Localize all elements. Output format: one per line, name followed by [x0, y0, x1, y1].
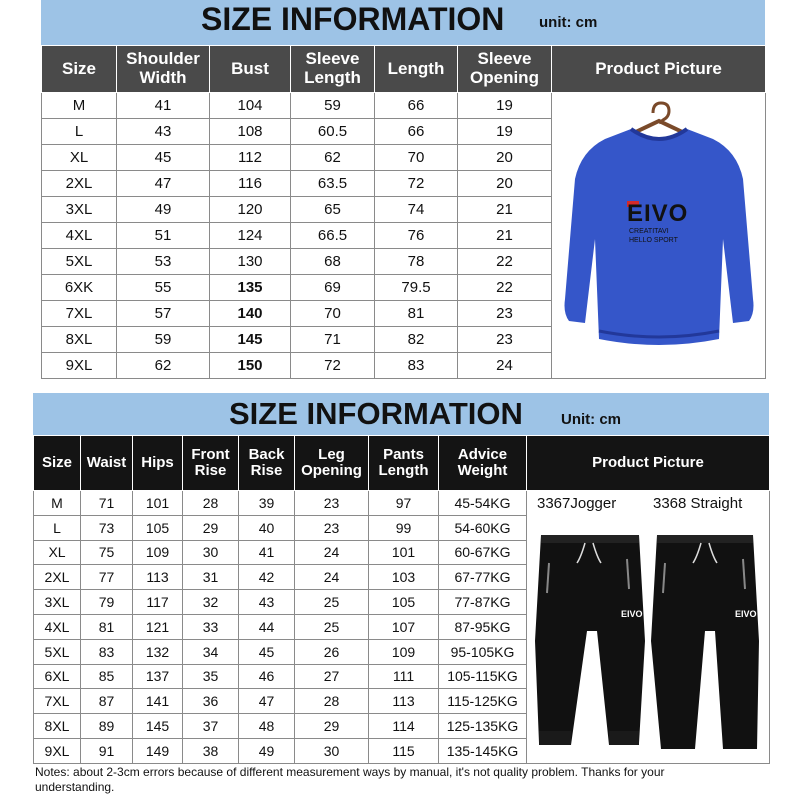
table-cell: 24	[458, 353, 552, 379]
table-cell: 116	[210, 171, 291, 197]
table-cell: 82	[375, 327, 458, 353]
bottom-title: SIZE INFORMATION	[229, 396, 523, 431]
table-cell: 29	[295, 714, 369, 739]
table-cell: 66.5	[291, 223, 375, 249]
table-cell: 91	[81, 738, 133, 763]
notes-text: Notes: about 2-3cm errors because of different measurement ways by manual, it's not quality problem. Thanks for your understanding.	[35, 765, 665, 794]
table-cell: 105-115KG	[439, 664, 527, 689]
table-cell: 89	[81, 714, 133, 739]
jogger-waistband	[541, 535, 639, 543]
table-cell: 28	[295, 689, 369, 714]
table-cell: 101	[133, 491, 183, 516]
table-cell: 117	[133, 590, 183, 615]
table-cell: M	[34, 491, 81, 516]
table-cell: 114	[369, 714, 439, 739]
table-cell: 79.5	[375, 275, 458, 301]
table-cell: 45-54KG	[439, 491, 527, 516]
straight-waistband	[657, 535, 753, 543]
table-cell: 67-77KG	[439, 565, 527, 590]
top-header-cell: Sleeve Length	[291, 46, 375, 93]
table-cell: 66	[375, 93, 458, 119]
sweatshirt-image	[553, 99, 765, 369]
table-cell: 72	[375, 171, 458, 197]
table-cell: 103	[369, 565, 439, 590]
table-cell: XL	[34, 540, 81, 565]
table-cell: 70	[375, 145, 458, 171]
table-cell: 2XL	[42, 171, 117, 197]
table-cell: 24	[295, 565, 369, 590]
table-cell: 23	[458, 301, 552, 327]
table-cell: M	[42, 93, 117, 119]
table-cell: 66	[375, 119, 458, 145]
bottom-unit-label: Unit: cm	[561, 411, 621, 428]
table-cell: 19	[458, 93, 552, 119]
table-cell: 59	[117, 327, 210, 353]
table-cell: 105	[133, 515, 183, 540]
table-cell: 87	[81, 689, 133, 714]
table-cell: XL	[42, 145, 117, 171]
table-cell: 30	[295, 738, 369, 763]
table-cell: 40	[239, 515, 295, 540]
table-cell: 109	[133, 540, 183, 565]
table-cell: 9XL	[42, 353, 117, 379]
table-cell: 47	[117, 171, 210, 197]
straight-label: 3368 Straight	[653, 495, 743, 512]
table-cell: 7XL	[42, 301, 117, 327]
table-cell: 29	[183, 515, 239, 540]
table-cell: 23	[458, 327, 552, 353]
table-cell: 71	[81, 491, 133, 516]
table-cell: 149	[133, 738, 183, 763]
table-row	[34, 491, 770, 516]
table-cell: 30	[183, 540, 239, 565]
bottom-header-cell: Pants Length	[369, 436, 439, 491]
table-cell: 87-95KG	[439, 614, 527, 639]
bottom-header-cell: Product Picture	[527, 436, 770, 491]
bottom-header-cell: Front Rise	[183, 436, 239, 491]
bottom-header-cell: Back Rise	[239, 436, 295, 491]
table-cell: 35	[183, 664, 239, 689]
table-cell: 78	[375, 249, 458, 275]
table-cell: 108	[210, 119, 291, 145]
table-cell: 74	[375, 197, 458, 223]
table-cell: 72	[291, 353, 375, 379]
table-cell: 77	[81, 565, 133, 590]
bottom-header-cell: Waist	[81, 436, 133, 491]
top-header-cell: Product Picture	[552, 46, 766, 93]
table-cell: 54-60KG	[439, 515, 527, 540]
table-cell: 26	[295, 639, 369, 664]
table-cell: 47	[239, 689, 295, 714]
table-cell: 81	[81, 614, 133, 639]
top-header-cell: Sleeve Opening	[458, 46, 552, 93]
table-cell: 43	[117, 119, 210, 145]
table-cell: 41	[117, 93, 210, 119]
table-cell: 20	[458, 171, 552, 197]
table-cell: 79	[81, 590, 133, 615]
table-cell: 25	[295, 590, 369, 615]
table-cell: 42	[239, 565, 295, 590]
table-cell: 145	[133, 714, 183, 739]
table-cell: 48	[239, 714, 295, 739]
table-cell: 21	[458, 223, 552, 249]
table-cell: 60-67KG	[439, 540, 527, 565]
table-cell: 25	[295, 614, 369, 639]
table-cell: 4XL	[42, 223, 117, 249]
pants-picture	[527, 491, 769, 763]
table-cell: 69	[291, 275, 375, 301]
table-cell: 19	[458, 119, 552, 145]
bottom-title-banner	[33, 393, 769, 437]
top-header-cell: Size	[42, 46, 117, 93]
table-cell: 21	[458, 197, 552, 223]
table-cell: 57	[117, 301, 210, 327]
table-cell: 45	[239, 639, 295, 664]
table-cell: 107	[369, 614, 439, 639]
table-cell: 73	[81, 515, 133, 540]
table-cell: 27	[295, 664, 369, 689]
table-cell: 101	[369, 540, 439, 565]
table-cell: 121	[133, 614, 183, 639]
table-cell: 83	[81, 639, 133, 664]
table-cell: 53	[117, 249, 210, 275]
jogger-label: 3367Jogger	[537, 495, 617, 512]
table-cell: 141	[133, 689, 183, 714]
table-cell: 34	[183, 639, 239, 664]
table-cell: 112	[210, 145, 291, 171]
table-cell: 3XL	[34, 590, 81, 615]
table-cell: 5XL	[34, 639, 81, 664]
table-cell: 6XK	[42, 275, 117, 301]
table-cell: 38	[183, 738, 239, 763]
table-cell: 76	[375, 223, 458, 249]
bottom-header-cell: Hips	[133, 436, 183, 491]
table-cell: 150	[210, 353, 291, 379]
table-cell: 125-135KG	[439, 714, 527, 739]
table-cell: 130	[210, 249, 291, 275]
table-cell: 75	[81, 540, 133, 565]
table-cell: 32	[183, 590, 239, 615]
top-title: SIZE INFORMATION	[201, 1, 505, 37]
table-cell: 85	[81, 664, 133, 689]
jogger-cuff-right	[609, 731, 639, 745]
table-cell: 95-105KG	[439, 639, 527, 664]
table-cell: 3XL	[42, 197, 117, 223]
table-cell: 124	[210, 223, 291, 249]
table-cell: 115-125KG	[439, 689, 527, 714]
sweatshirt-logo: EIVO	[626, 199, 688, 227]
top-title-banner	[41, 0, 765, 47]
table-cell: 135-145KG	[439, 738, 527, 763]
bottom-size-table	[33, 435, 770, 764]
table-cell: 49	[239, 738, 295, 763]
table-cell: 39	[239, 491, 295, 516]
jogger-logo: EIVO	[621, 609, 643, 619]
table-cell: L	[42, 119, 117, 145]
table-cell: 113	[369, 689, 439, 714]
table-cell: 105	[369, 590, 439, 615]
top-header-cell: Shoulder Width	[117, 46, 210, 93]
table-cell: 60.5	[291, 119, 375, 145]
table-cell: 8XL	[34, 714, 81, 739]
table-cell: 111	[369, 664, 439, 689]
table-cell: 49	[117, 197, 210, 223]
pants-image	[527, 491, 770, 753]
table-cell: 24	[295, 540, 369, 565]
table-cell: 37	[183, 714, 239, 739]
table-cell: 4XL	[34, 614, 81, 639]
sweatshirt-picture-cell	[552, 93, 766, 379]
table-cell: 23	[295, 515, 369, 540]
table-cell: 81	[375, 301, 458, 327]
table-cell: 63.5	[291, 171, 375, 197]
table-cell: 145	[210, 327, 291, 353]
table-cell: 31	[183, 565, 239, 590]
table-cell: 68	[291, 249, 375, 275]
bottom-header-cell: Size	[34, 436, 81, 491]
table-cell: 8XL	[42, 327, 117, 353]
table-cell: 135	[210, 275, 291, 301]
table-cell: 5XL	[42, 249, 117, 275]
table-cell: 23	[295, 491, 369, 516]
table-cell: 115	[369, 738, 439, 763]
table-cell: 43	[239, 590, 295, 615]
table-cell: 99	[369, 515, 439, 540]
table-cell: 46	[239, 664, 295, 689]
table-cell: 51	[117, 223, 210, 249]
table-cell: 113	[133, 565, 183, 590]
table-cell: 132	[133, 639, 183, 664]
top-header-row	[42, 46, 766, 93]
table-cell: 104	[210, 93, 291, 119]
bottom-header-cell: Advice Weight	[439, 436, 527, 491]
table-cell: 83	[375, 353, 458, 379]
table-row	[42, 93, 766, 119]
table-cell: 62	[291, 145, 375, 171]
straight-logo: EIVO	[735, 609, 757, 619]
table-cell: L	[34, 515, 81, 540]
table-cell: 97	[369, 491, 439, 516]
table-cell: 140	[210, 301, 291, 327]
table-cell: 71	[291, 327, 375, 353]
table-cell: 9XL	[34, 738, 81, 763]
top-header-cell: Bust	[210, 46, 291, 93]
table-cell: 41	[239, 540, 295, 565]
table-cell: 6XL	[34, 664, 81, 689]
top-unit-label: unit: cm	[539, 14, 598, 31]
jogger-cuff-left	[539, 731, 571, 745]
table-cell: 65	[291, 197, 375, 223]
top-header-cell: Length	[375, 46, 458, 93]
table-cell: 137	[133, 664, 183, 689]
table-cell: 20	[458, 145, 552, 171]
table-cell: 70	[291, 301, 375, 327]
bottom-header-row	[34, 436, 770, 491]
table-cell: 45	[117, 145, 210, 171]
sweatshirt-print-line1: CREATITAVI	[628, 227, 669, 235]
top-size-table	[41, 45, 766, 379]
table-cell: 55	[117, 275, 210, 301]
table-cell: 109	[369, 639, 439, 664]
table-cell: 120	[210, 197, 291, 223]
bottom-header-cell: Leg Opening	[295, 436, 369, 491]
table-cell: 22	[458, 249, 552, 275]
pants-picture-cell	[527, 491, 770, 764]
table-cell: 44	[239, 614, 295, 639]
table-cell: 22	[458, 275, 552, 301]
table-cell: 7XL	[34, 689, 81, 714]
table-cell: 59	[291, 93, 375, 119]
sweatshirt-print-line2: HELLO SPORT	[628, 236, 678, 244]
table-cell: 2XL	[34, 565, 81, 590]
table-cell: 77-87KG	[439, 590, 527, 615]
table-cell: 33	[183, 614, 239, 639]
table-cell: 36	[183, 689, 239, 714]
table-cell: 62	[117, 353, 210, 379]
table-cell: 28	[183, 491, 239, 516]
